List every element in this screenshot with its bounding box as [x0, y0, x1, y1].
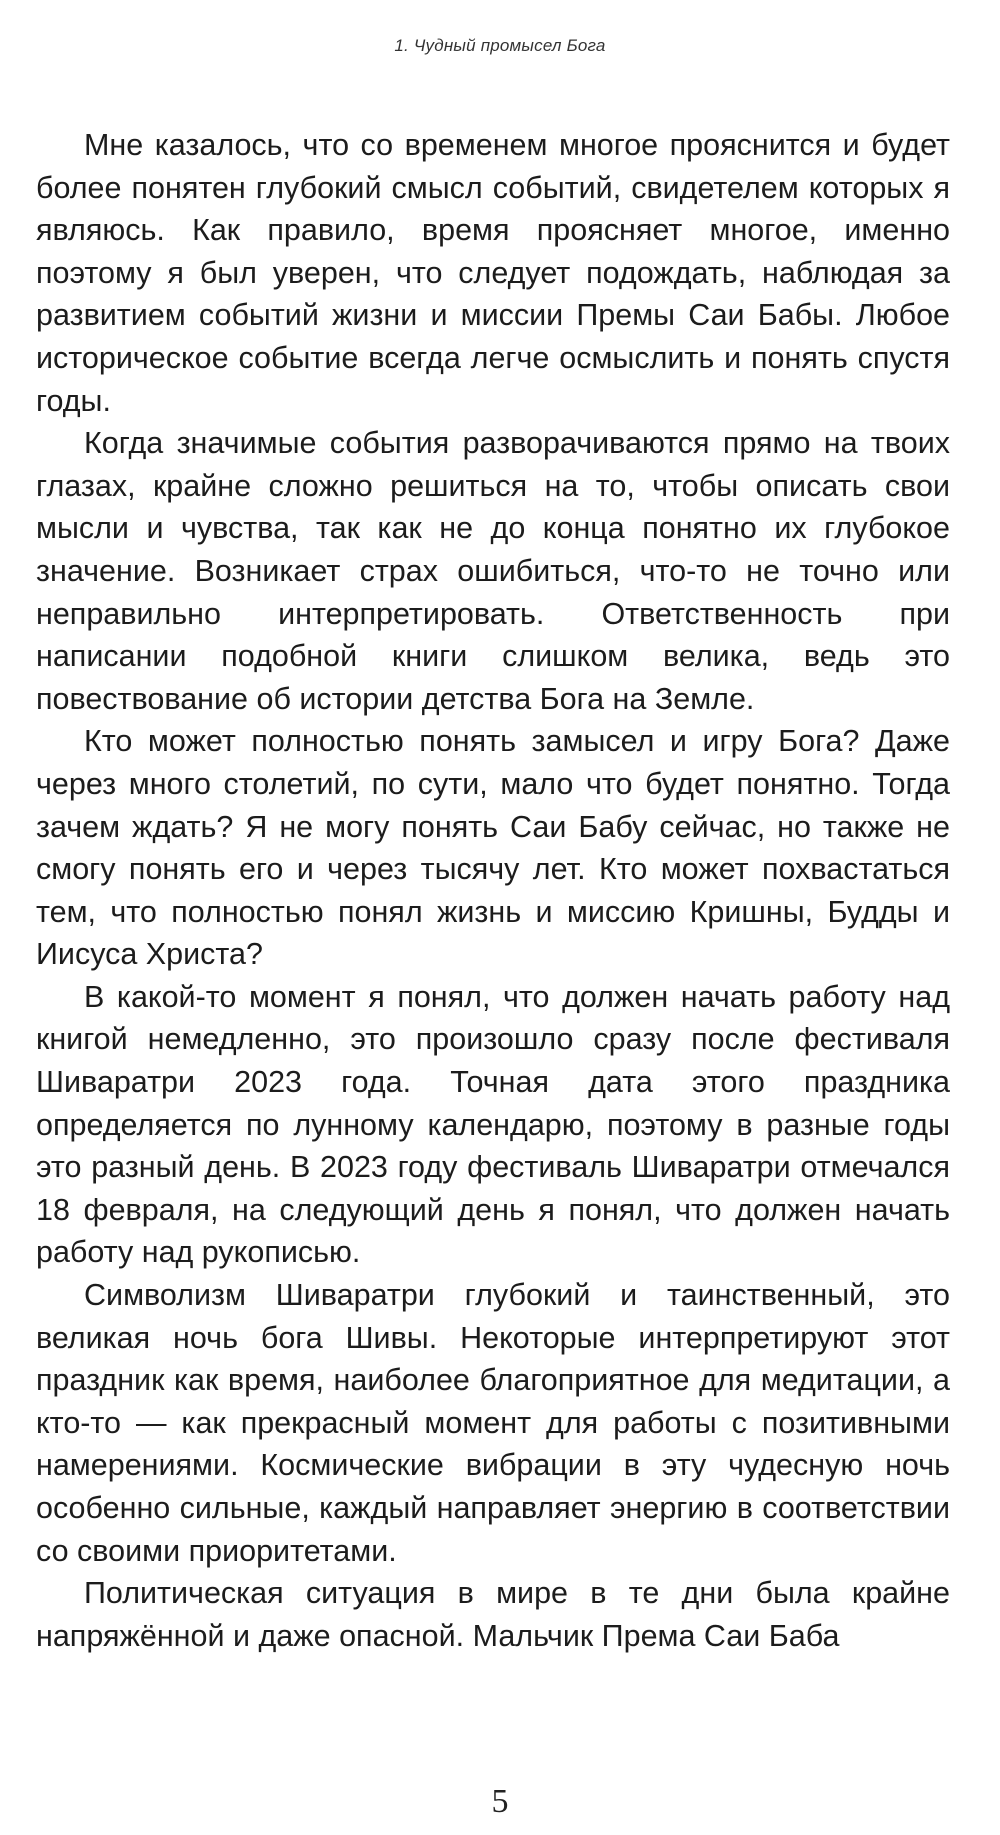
page-number: 5 — [491, 1783, 509, 1820]
body-text — [36, 124, 950, 1657]
running-header: 1. Чудный промысел Бога — [394, 36, 606, 55]
paragraph: Символизм Шиваратри глубокий и таинственный, это великая ночь бога Шивы. Некоторые интерпретируют этот праздник как время, наиболее благоприятное для медитации, а кто-то — как прекрасный момент для работы с позитивными намерениями. Космические вибрации в эту чудесную ночь особенно сильные, каждый направляет энергию в соответствии со своими приоритетами. — [36, 1278, 950, 1568]
paragraph: Политическая ситуация в мире в те дни была крайне напряжённой и даже опасной. Мальчик Према Саи Баба — [36, 1576, 950, 1653]
paragraph: Когда значимые события разворачиваются прямо на твоих глазах, крайне сложно решиться на то, чтобы описать свои мысли и чувства, так как не до конца понятно их глубокое значение. Возникает страх ошибиться, что-то не точно или неправильно интерпретировать. Ответственность при написании подобной книги слишком велика, ведь это повествование об истории детства Бога на Земле. — [36, 426, 950, 716]
paragraph: Кто может полностью понять замысел и игру Бога? Даже через много столетий, по сути, мало что будет понятно. Тогда зачем ждать? Я не могу понять Саи Бабу сейчас, но также не смогу понять его и через тысячу лет. Кто может похвастаться тем, что полностью понял жизнь и миссию Кришны, Будды и Иисуса Христа? — [36, 724, 950, 972]
paragraph: Мне казалось, что со временем многое прояснится и будет более понятен глубокий смысл событий, свидетелем которых я являюсь. Как правило, время проясняет многое, именно поэтому я был уверен, что следует подождать, наблюдая за развитием событий жизни и миссии Премы Саи Бабы. Любое историческое событие всегда легче осмыслить и понять спустя годы. — [36, 128, 950, 418]
paragraph: В какой-то момент я понял, что должен начать работу над книгой немедленно, это произошло сразу после фестиваля Шиваратри 2023 года. Точная дата этого праздника определяется по лунному календарю, поэтому в разные годы это разный день. В 2023 году фестиваль Шиваратри отмечался 18 февраля, на следующий день я понял, что должен начать работу над рукописью. — [36, 979, 950, 1270]
